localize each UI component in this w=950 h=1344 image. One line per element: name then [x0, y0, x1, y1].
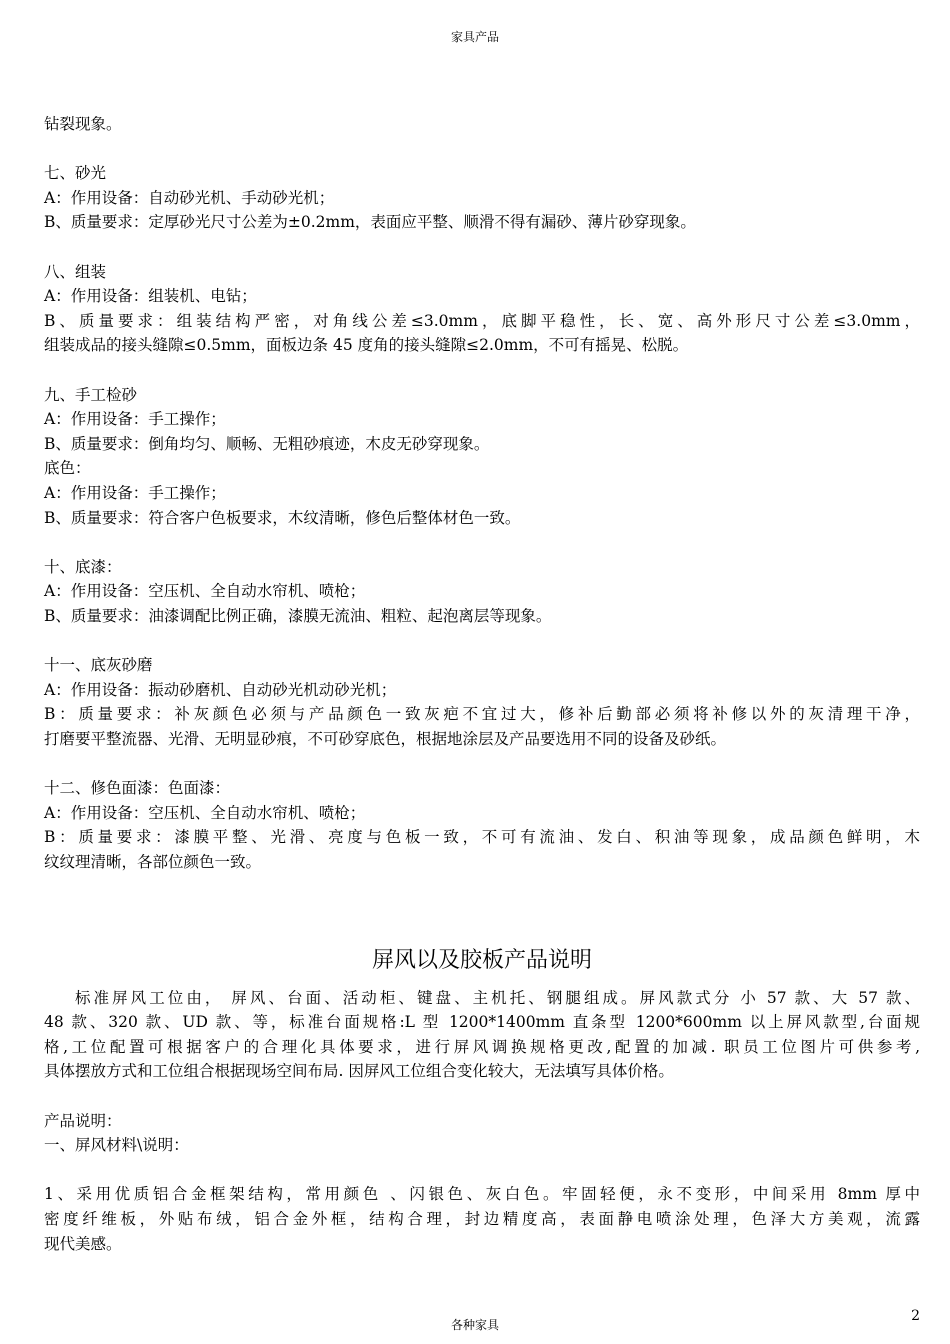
intro-line3: 格,工位配置可根据客户的合理化具体要求，进行屏风调换规格更改,配置的加减. 职员工位图片可供参考, [44, 1037, 920, 1056]
section-title: 屏风以及胶板产品说明 [371, 947, 592, 973]
spacer [44, 899, 920, 924]
section-8-quality-line1: B、质量要求：组装结构严密，对角线公差≤3.0mm，底脚平稳性，长、宽、高外形尺寸公差≤3.0mm， [44, 311, 920, 330]
intro-paragraph [44, 986, 920, 1084]
spacer [44, 137, 920, 162]
item1-line2: 密度纤维板，外贴布绒，铝合金外框，结构合理，封边精度高，表面静电喷涂处理，色泽大方美观，流露 [44, 1209, 920, 1228]
section-7-quality: B、质量要求：定厚砂光尺寸公差为±0.2mm，表面应平整、顺滑不得有漏砂、薄片砂穿现象。 [44, 213, 696, 232]
section-8-heading: 八、组装 [44, 262, 107, 281]
spacer [44, 235, 920, 260]
section-8-equipment: A：作用设备：组装机、电钻； [44, 287, 257, 306]
section-11-quality-line1: B：质量要求：补灰颜色必须与产品颜色一致灰疤不宜过大，修补后勤部必须将补修以外的灰清理干净， [44, 705, 920, 724]
section-7-heading: 七、砂光 [44, 164, 107, 183]
item1-line1: 1、采用优质铝合金框架结构，常用颜色 、闪银色、灰白色。牢固轻便，永不变形，中间采用 8mm 厚中 [44, 1185, 920, 1204]
page-footer: 各种家具 [450, 1318, 499, 1332]
section-11-equipment: A：作用设备：振动砂磨机、自动砂光机动砂光机； [44, 680, 397, 699]
section-10-equipment: A：作用设备：空压机、全自动水帘机、喷枪； [44, 582, 366, 601]
section-9-sub-quality: B、质量要求：符合客户色板要求，木纹清晰，修色后整体材色一致。 [44, 508, 521, 527]
intro-line1: 标准屏风工位由， 屏风、台面、活动柜、键盘、主机托、钢腿组成。屏风款式分 小 57 款、大 57 款、 [75, 988, 920, 1007]
section-10-quality: B、质量要求：油漆调配比例正确，漆膜无流油、粗粒、起泡离层等现象。 [44, 606, 552, 625]
section-12-quality-line1: B：质量要求：漆膜平整、光滑、亮度与色板一致，不可有流油、发白、积油等现象，成品颜色鲜明，木 [44, 828, 920, 847]
spacer [44, 628, 920, 653]
spacer [44, 1158, 920, 1183]
section-9-equipment: A：作用设备：手工操作； [44, 410, 226, 429]
section-8-quality-line2: 组装成品的接头缝隙≤0.5mm，面板边条 45 度角的接头缝隙≤2.0mm，不可有摇晃、松脱。 [44, 336, 689, 355]
section-10-heading: 十、底漆： [44, 557, 122, 576]
intro-line2: 48 款、320 款、UD 款、等，标准台面规格:L 型 1200*1400mm 直条型 1200*600mm 以上屏风款型,台面规 [44, 1013, 920, 1032]
section-9-sub-equipment: A：作用设备：手工操作； [44, 483, 226, 502]
intro-line4: 具体摆放方式和工位组合根据现场空间布局. 因屏风工位组合变化较大，无法填写具体价格。 [44, 1062, 674, 1081]
document-body [44, 112, 920, 1256]
screen-material-heading: 一、屏风材料\说明： [44, 1136, 189, 1155]
spacer [44, 874, 920, 899]
section-9-subheading: 底色： [44, 459, 91, 478]
spacer [44, 358, 920, 383]
item1-line3: 现代美感。 [44, 1234, 122, 1253]
section-7-equipment: A：作用设备：自动砂光机、手动砂光机； [44, 188, 335, 207]
section-12-equipment: A：作用设备：空压机、全自动水帘机、喷枪； [44, 803, 366, 822]
section-12-heading: 十二、修色面漆：色面漆： [44, 779, 231, 798]
product-description-label: 产品说明： [44, 1111, 122, 1130]
spacer [44, 1084, 920, 1109]
section-9-quality: B、质量要求：倒角均匀、顺畅、无粗砂痕迹，木皮无砂穿现象。 [44, 434, 490, 453]
spacer [44, 530, 920, 555]
section-9-heading: 九、手工检砂 [44, 385, 138, 404]
page-header: 家具产品 [450, 30, 499, 44]
spacer [44, 751, 920, 776]
section-11-quality-line2: 打磨要平整流器、光滑、无明显砂痕，不可砂穿底色，根据地涂层及产品要选用不同的设备及砂纸。 [44, 729, 727, 748]
section-11-heading: 十一、底灰砂磨 [44, 656, 153, 675]
continuation-text: 钻裂现象。 [44, 115, 122, 133]
section-12-quality-line2: 纹纹理清晰，各部位颜色一致。 [44, 852, 262, 871]
page-number: 2 [911, 1308, 920, 1324]
